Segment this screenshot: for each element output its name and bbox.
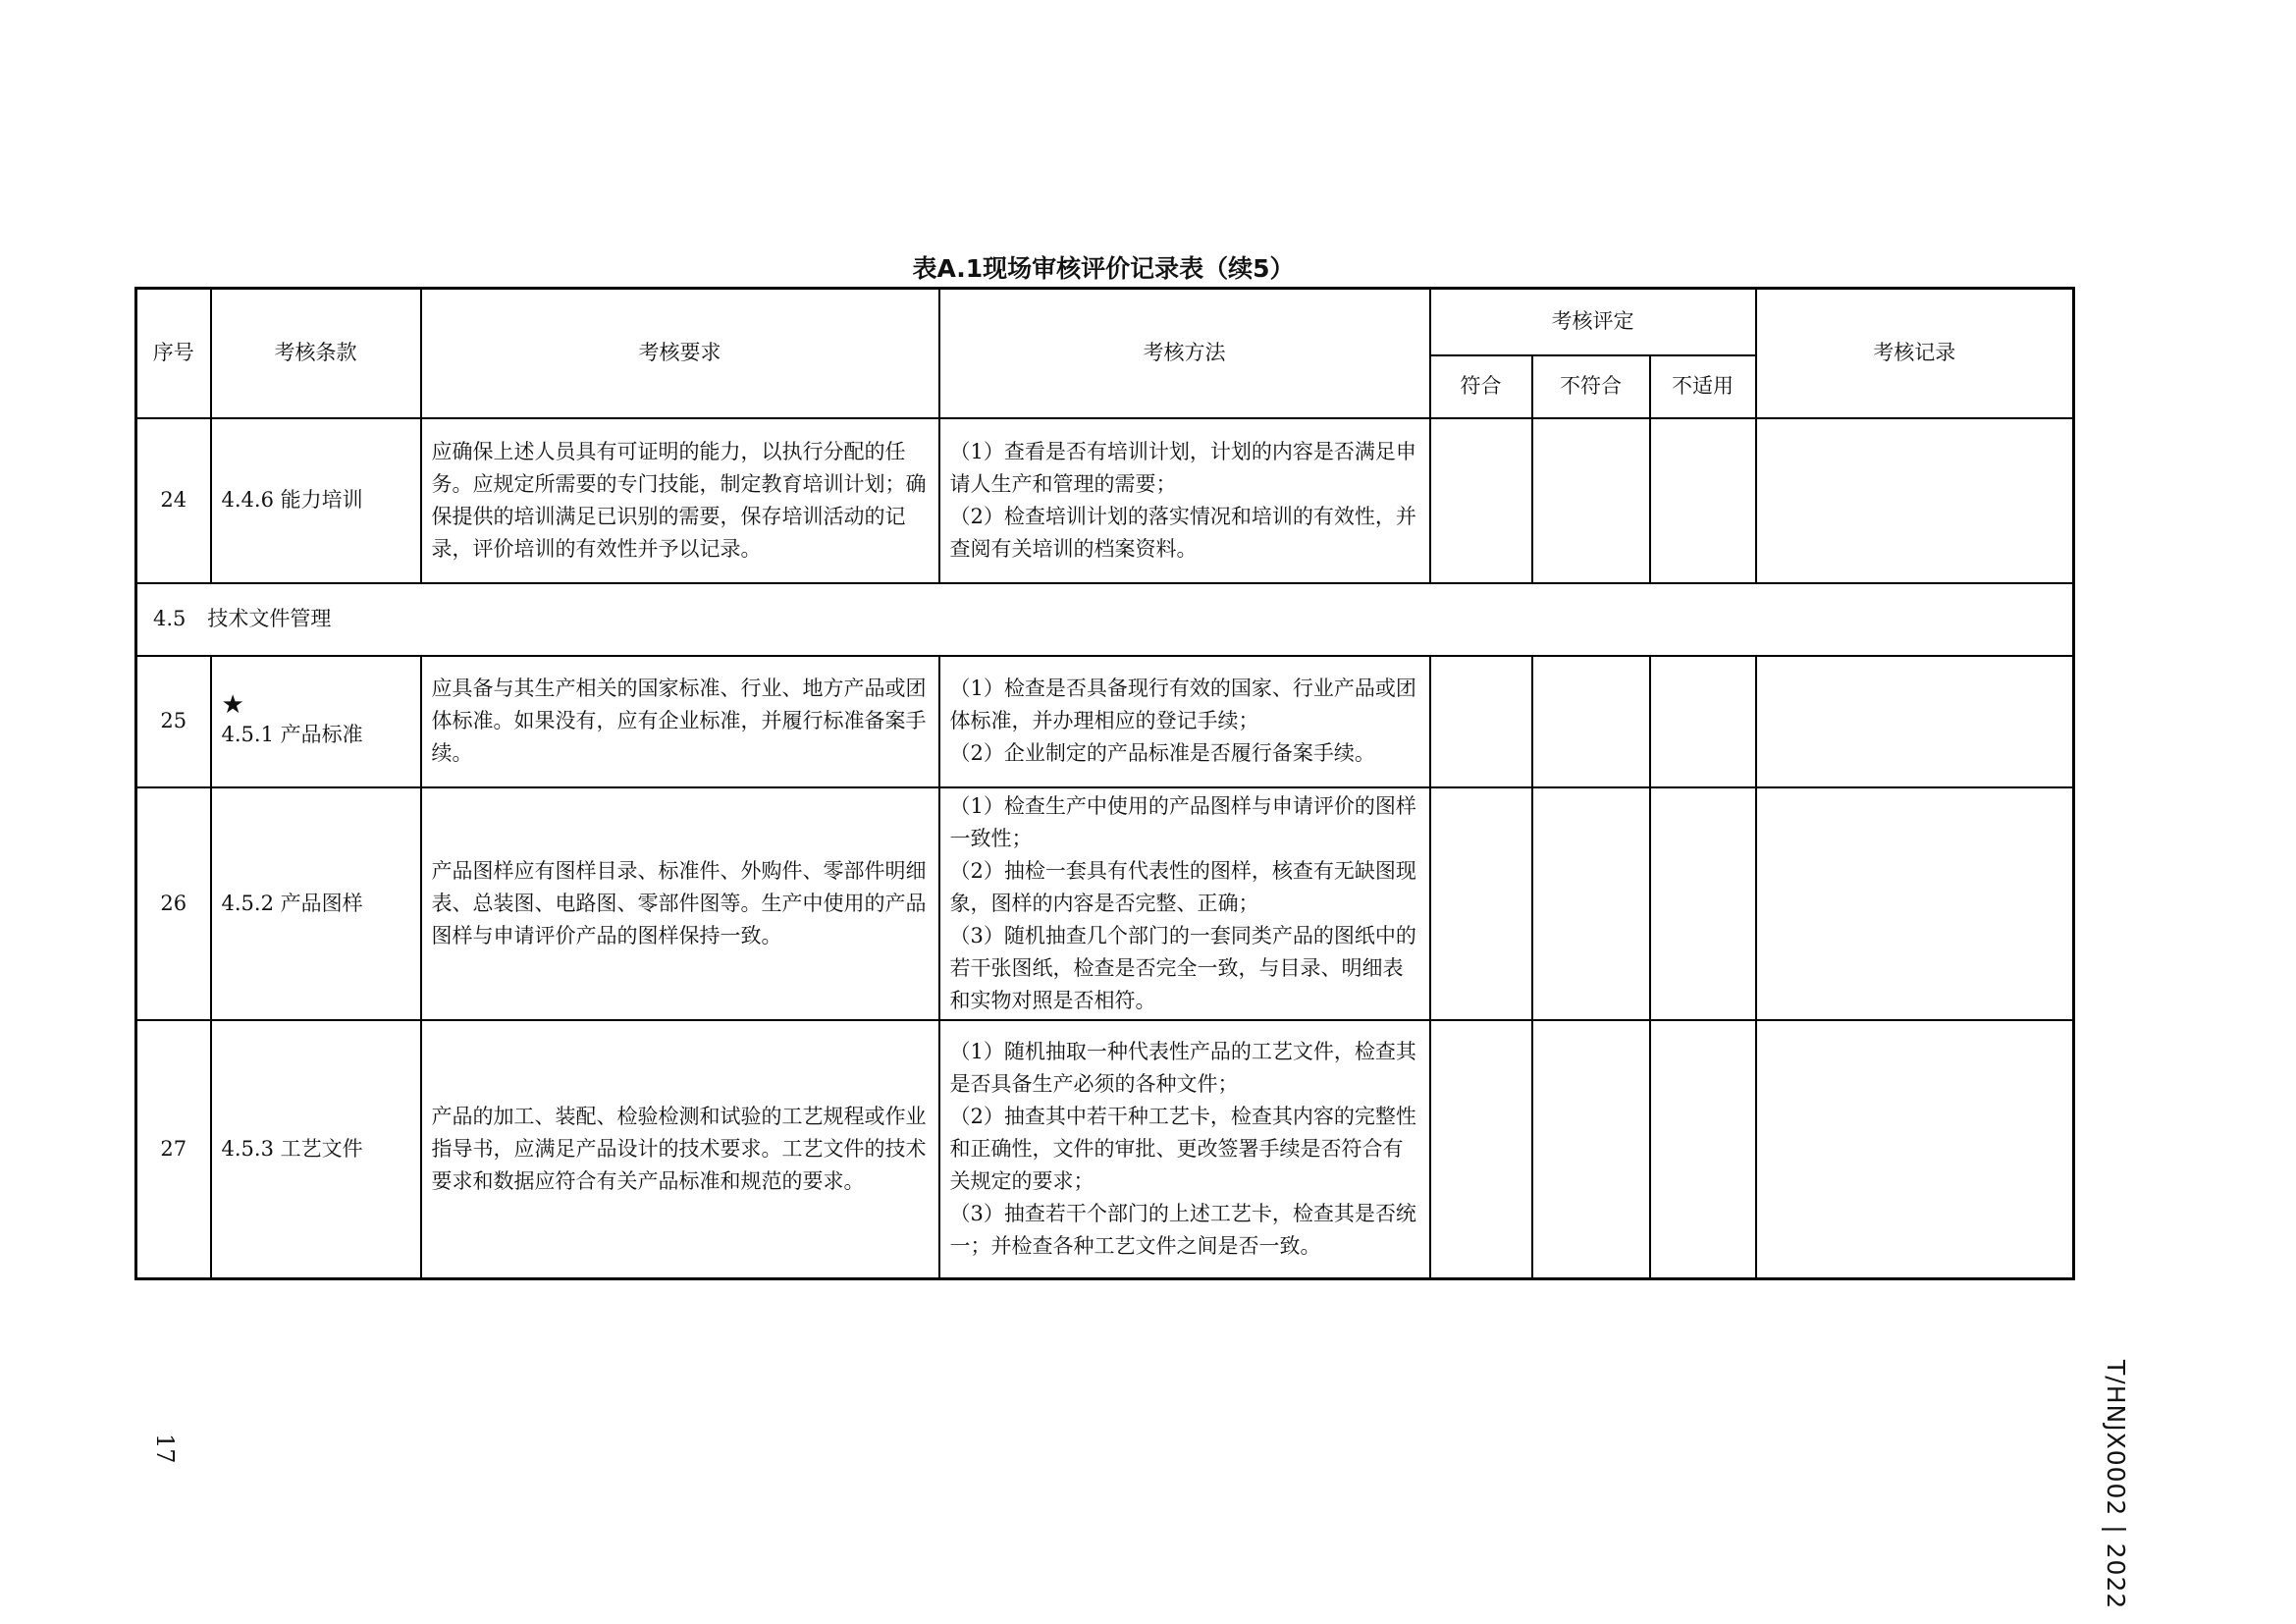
section-row (136, 583, 2074, 656)
header-clause: 考核条款 (211, 289, 421, 418)
cell-record[interactable] (1756, 656, 2074, 787)
row-clause: 4.4.6 能力培训 (211, 418, 421, 583)
cell-not-applicable[interactable] (1650, 418, 1756, 583)
row-clause-label: 4.5.1 产品标准 (221, 723, 363, 746)
section-header (136, 583, 2074, 656)
row-method: （1）随机抽取一种代表性产品的工艺文件，检查其是否具备生产必须的各种文件； （2）抽查其中若干种工艺卡，检查其内容的完整性和正确性，文件的审批、更改签署手续是否符合有关规定的要求； （3）抽查若干个部门的上述工艺卡，检查其是否统一；并检查各种工艺文件之间是否一致。 (939, 1020, 1430, 1279)
document-code: T/HNJX0002 | 2022 (2102, 1360, 2130, 1610)
cell-nonconform[interactable] (1532, 656, 1650, 787)
header-record: 考核记录 (1756, 289, 2074, 418)
cell-record[interactable] (1756, 787, 2074, 1020)
cell-not-applicable[interactable] (1650, 656, 1756, 787)
cell-conform[interactable] (1430, 418, 1532, 583)
cell-record[interactable] (1756, 1020, 2074, 1279)
cell-nonconform[interactable] (1532, 787, 1650, 1020)
row-clause: 4.5.3 工艺文件 (211, 1020, 421, 1279)
cell-nonconform[interactable] (1532, 418, 1650, 583)
header-method: 考核方法 (939, 289, 1430, 418)
header-conform: 符合 (1430, 355, 1532, 418)
star-icon: ★ (221, 690, 244, 720)
section-title: 技术文件管理 (207, 607, 332, 630)
row-method: （1）检查是否具备现行有效的国家、行业产品或团体标准，并办理相应的登记手续； （2）企业制定的产品标准是否履行备案手续。 (939, 656, 1430, 787)
row-number: 24 (136, 418, 211, 583)
table-title: 表A.1现场审核评价记录表（续5） (912, 254, 1295, 283)
header-requirement: 考核要求 (421, 289, 939, 418)
table-row (136, 418, 2074, 583)
audit-record-table (134, 287, 2075, 1280)
header-row (136, 289, 2074, 355)
row-clause (211, 656, 421, 787)
section-number: 4.5 (153, 607, 187, 630)
row-number: 25 (136, 656, 211, 787)
row-requirement: 应具备与其生产相关的国家标准、行业、地方产品或团体标准。如果没有，应有企业标准，并履行标准备案手续。 (421, 656, 939, 787)
row-requirement: 应确保上述人员具有可证明的能力，以执行分配的任务。应规定所需要的专门技能，制定教育培训计划；确保提供的培训满足已识别的需要，保存培训活动的记录，评价培训的有效性并予以记录。 (421, 418, 939, 583)
cell-record[interactable] (1756, 418, 2074, 583)
page-number: 17 (151, 1434, 179, 1464)
header-seq: 序号 (136, 289, 211, 418)
row-clause: 4.5.2 产品图样 (211, 787, 421, 1020)
table-row (136, 1020, 2074, 1279)
cell-conform[interactable] (1430, 787, 1532, 1020)
header-not-applicable: 不适用 (1650, 355, 1756, 418)
cell-not-applicable[interactable] (1650, 787, 1756, 1020)
table-row (136, 656, 2074, 787)
cell-nonconform[interactable] (1532, 1020, 1650, 1279)
row-requirement: 产品图样应有图样目录、标准件、外购件、零部件明细表、总装图、电路图、零部件图等。生产中使用的产品图样与申请评价产品的图样保持一致。 (421, 787, 939, 1020)
cell-conform[interactable] (1430, 1020, 1532, 1279)
row-requirement: 产品的加工、装配、检验检测和试验的工艺规程或作业指导书，应满足产品设计的技术要求。工艺文件的技术要求和数据应符合有关产品标准和规范的要求。 (421, 1020, 939, 1279)
row-number: 27 (136, 1020, 211, 1279)
table-row (136, 787, 2074, 1020)
header-nonconform: 不符合 (1532, 355, 1650, 418)
row-number: 26 (136, 787, 211, 1020)
cell-not-applicable[interactable] (1650, 1020, 1756, 1279)
row-method: （1）检查生产中使用的产品图样与申请评价的图样一致性； （2）抽检一套具有代表性的图样，核查有无缺图现象，图样的内容是否完整、正确； （3）随机抽查几个部门的一套同类产品的图纸中的若干张图纸，检查是否完全一致，与目录、明细表和实物对照是否相符。 (939, 787, 1430, 1020)
cell-conform[interactable] (1430, 656, 1532, 787)
row-method: （1）查看是否有培训计划，计划的内容是否满足申请人生产和管理的需要； （2）检查培训计划的落实情况和培训的有效性，并查阅有关培训的档案资料。 (939, 418, 1430, 583)
header-evaluation: 考核评定 (1430, 289, 1756, 355)
